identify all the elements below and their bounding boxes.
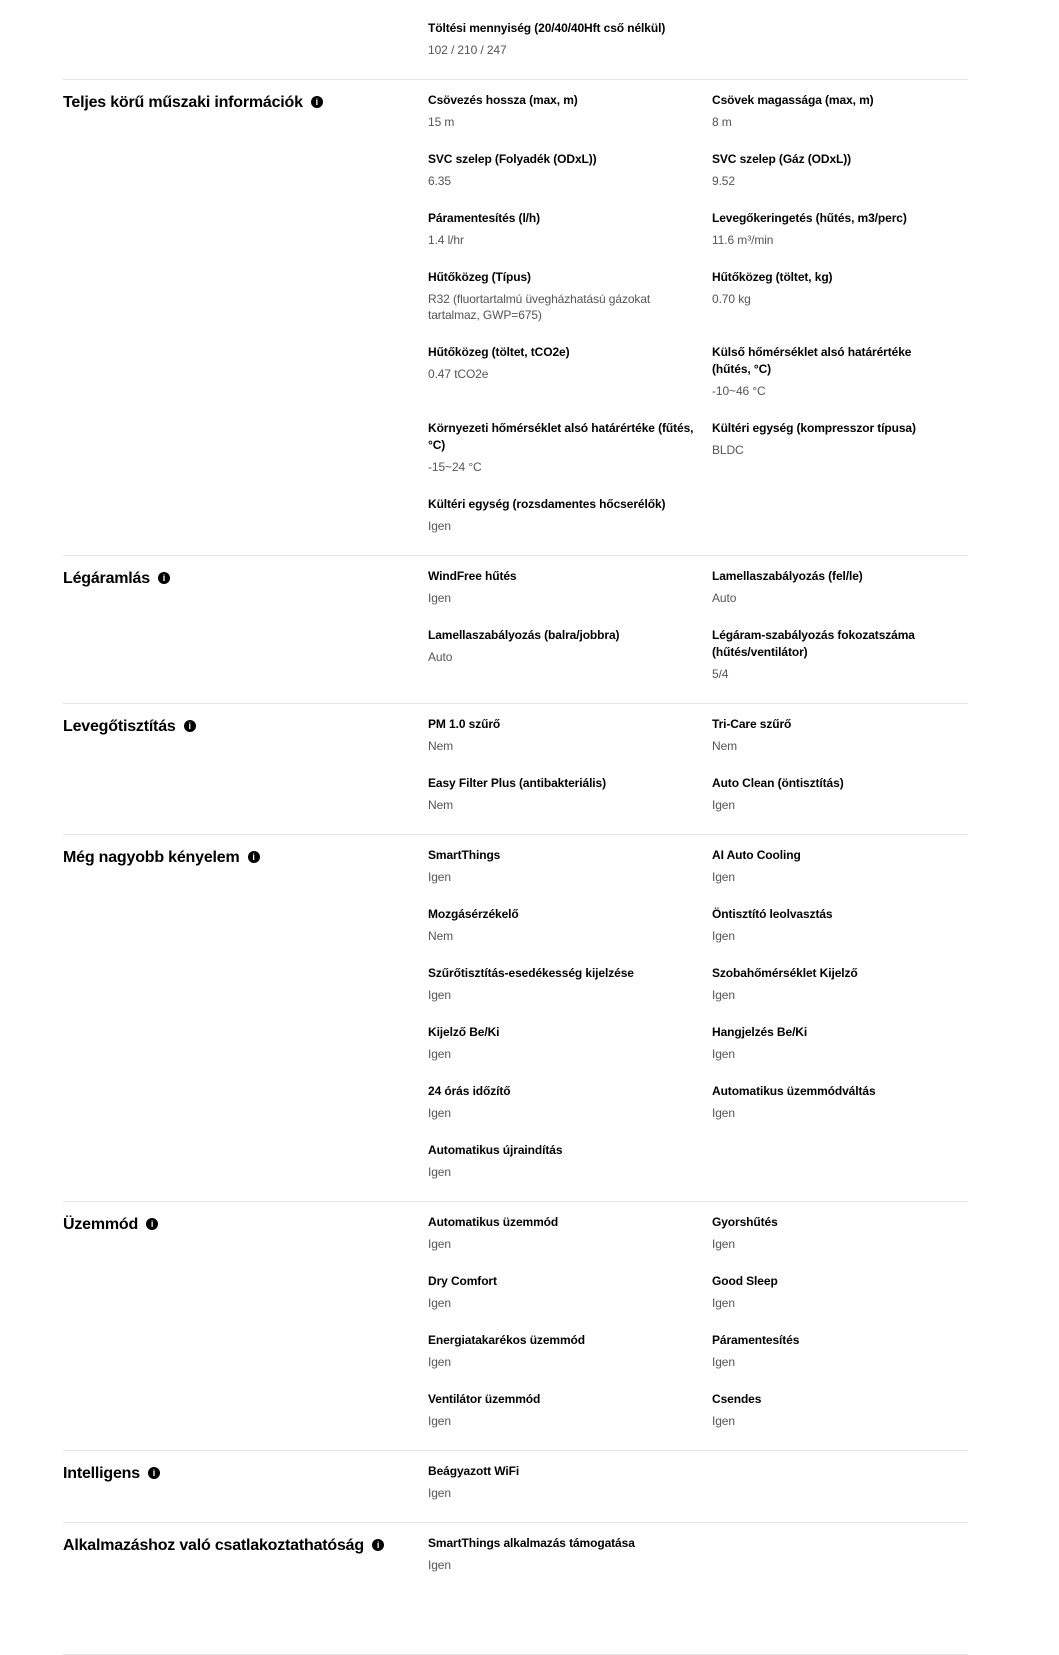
spec-item-label: Környezeti hőmérséklet alsó határértéke (fűtés, °C) bbox=[428, 421, 694, 452]
spec-item-label: Kültéri egység (kompresszor típusa) bbox=[712, 421, 916, 435]
spec-item-value: Nem bbox=[428, 929, 454, 943]
spec-item-value: 0.47 tCO2e bbox=[428, 367, 489, 381]
spec-item-value: Nem bbox=[428, 798, 454, 812]
spec-item-value: 0.70 kg bbox=[712, 292, 751, 306]
spec-item-value: Igen bbox=[428, 870, 451, 884]
spec-item-value: 15 m bbox=[428, 115, 455, 129]
info-icon[interactable]: i bbox=[148, 1467, 160, 1479]
section-heading-air-purification bbox=[63, 716, 408, 738]
spec-item bbox=[428, 965, 712, 1003]
spec-item-label: Good Sleep bbox=[712, 1274, 778, 1288]
spec-item-value: Igen bbox=[712, 1047, 735, 1061]
spec-item-value: Igen bbox=[712, 870, 735, 884]
section-heading-more-comfort bbox=[63, 847, 408, 869]
spec-item bbox=[712, 627, 968, 682]
spec-item-label: Öntisztító leolvasztás bbox=[712, 907, 833, 921]
spec-item-label: Automatikus újraindítás bbox=[428, 1143, 563, 1157]
spec-item-label: Csendes bbox=[712, 1392, 762, 1406]
spec-item-label: Levegőkeringetés (hűtés, m3/perc) bbox=[712, 211, 907, 225]
spec-section-intelligent bbox=[63, 1451, 968, 1522]
spec-item bbox=[428, 1214, 712, 1252]
spec-item bbox=[428, 496, 712, 534]
spec-item-value: BLDC bbox=[712, 443, 744, 457]
spec-item bbox=[712, 1391, 968, 1429]
spec-item-label: Csövezés hossza (max, m) bbox=[428, 93, 578, 107]
section-title-col bbox=[63, 92, 428, 114]
spec-rows bbox=[428, 20, 968, 79]
spec-item-value: Auto bbox=[712, 591, 737, 605]
spec-rows bbox=[428, 1463, 968, 1522]
spec-item bbox=[712, 151, 968, 189]
spec-item bbox=[428, 847, 712, 885]
spec-item bbox=[712, 847, 968, 885]
spec-item-value: R32 (fluortartalmú üvegházhatású gázokat tartalmaz, GWP=675) bbox=[428, 292, 651, 322]
info-icon[interactable]: i bbox=[146, 1218, 158, 1230]
spec-item bbox=[712, 92, 968, 130]
spec-rows bbox=[428, 1214, 968, 1450]
spec-item bbox=[428, 1083, 712, 1121]
section-heading-text: Teljes körű műszaki információk bbox=[63, 94, 303, 111]
spec-item bbox=[428, 1142, 712, 1180]
spec-item-value: Igen bbox=[428, 1237, 451, 1251]
spec-item-label: Hűtőközeg (töltet, tCO2e) bbox=[428, 345, 570, 359]
spec-item-value: 9.52 bbox=[712, 174, 735, 188]
spec-item bbox=[428, 775, 712, 813]
info-icon[interactable]: i bbox=[158, 572, 170, 584]
spec-item-value: Igen bbox=[428, 988, 451, 1002]
section-heading-mode bbox=[63, 1214, 408, 1236]
spec-item bbox=[428, 20, 712, 58]
spec-item bbox=[428, 906, 712, 944]
section-heading-app-connectivity bbox=[63, 1535, 408, 1557]
spec-item-label: WindFree hűtés bbox=[428, 569, 517, 583]
spec-item-value: -15~24 °C bbox=[428, 460, 482, 474]
spec-rows bbox=[428, 92, 968, 555]
spec-item-value: 6.35 bbox=[428, 174, 451, 188]
spec-item bbox=[428, 627, 712, 665]
spec-item bbox=[712, 1273, 968, 1311]
spec-item-value: Igen bbox=[712, 1355, 735, 1369]
spec-item-label: SmartThings alkalmazás támogatása bbox=[428, 1536, 635, 1550]
spec-item-value: Igen bbox=[428, 1296, 451, 1310]
spec-item-value: Nem bbox=[428, 739, 454, 753]
spec-item bbox=[428, 1463, 712, 1501]
spec-item-value: -10~46 °C bbox=[712, 384, 766, 398]
section-heading-text: Üzemmód bbox=[63, 1216, 139, 1233]
spec-item-label: SmartThings bbox=[428, 848, 501, 862]
spec-item bbox=[712, 210, 968, 248]
spec-item bbox=[712, 775, 968, 813]
spec-item-label: Lamellaszabályozás (balra/jobbra) bbox=[428, 628, 620, 642]
info-icon[interactable]: i bbox=[248, 851, 260, 863]
spec-item-value: Igen bbox=[428, 1558, 451, 1572]
spec-item-label: Lamellaszabályozás (fel/le) bbox=[712, 569, 863, 583]
spec-item-label: Mozgásérzékelő bbox=[428, 907, 519, 921]
spec-rows bbox=[428, 716, 968, 834]
spec-item-value: 5/4 bbox=[712, 667, 729, 681]
spec-rows bbox=[428, 568, 968, 703]
spec-item-label: Easy Filter Plus (antibakteriális) bbox=[428, 776, 607, 790]
bottom-spacer bbox=[63, 1594, 968, 1654]
spec-item-label: Hűtőközeg (Típus) bbox=[428, 270, 531, 284]
spec-section-mode bbox=[63, 1202, 968, 1450]
spec-item-label: Automatikus üzemmód bbox=[428, 1215, 559, 1229]
spec-item bbox=[712, 269, 968, 307]
spec-section-full-technical-info bbox=[63, 80, 968, 555]
spec-item bbox=[712, 344, 968, 399]
spec-item-label: Automatikus üzemmódváltás bbox=[712, 1084, 876, 1098]
spec-item-value: 11.6 m³/min bbox=[712, 233, 774, 247]
spec-item-label: Dry Comfort bbox=[428, 1274, 497, 1288]
section-heading-text: Légáramlás bbox=[63, 570, 150, 587]
spec-item bbox=[428, 1332, 712, 1370]
spec-item-value: Igen bbox=[428, 1047, 451, 1061]
spec-section-airflow bbox=[63, 556, 968, 703]
spec-section-app-connectivity bbox=[63, 1523, 968, 1594]
spec-item-value: Igen bbox=[428, 1106, 451, 1120]
spec-item-value: Auto bbox=[428, 650, 453, 664]
spec-section-air-purification bbox=[63, 704, 968, 834]
spec-item-label: Beágyazott WiFi bbox=[428, 1464, 520, 1478]
spec-item-label: Páramentesítés bbox=[712, 1333, 800, 1347]
section-title-col bbox=[63, 1214, 428, 1236]
spec-item bbox=[428, 151, 712, 189]
spec-item bbox=[712, 1332, 968, 1370]
spec-item-value: Igen bbox=[712, 929, 735, 943]
spec-item bbox=[712, 1083, 968, 1121]
spec-item-value: Igen bbox=[712, 988, 735, 1002]
spec-item bbox=[428, 1273, 712, 1311]
spec-item-value: 8 m bbox=[712, 115, 732, 129]
spec-item-value: Igen bbox=[712, 1296, 735, 1310]
spec-item-label: Hangjelzés Be/Ki bbox=[712, 1025, 808, 1039]
spec-item bbox=[712, 420, 968, 458]
spec-item bbox=[428, 269, 712, 323]
spec-item-label: Gyorshűtés bbox=[712, 1215, 778, 1229]
section-heading-text: Intelligens bbox=[63, 1465, 140, 1482]
spec-item-label: 24 órás időzítő bbox=[428, 1084, 511, 1098]
spec-item-label: AI Auto Cooling bbox=[712, 848, 801, 862]
section-heading-text: Még nagyobb kényelem bbox=[63, 849, 240, 866]
spec-item-label: Kültéri egység (rozsdamentes hőcserélők) bbox=[428, 497, 666, 511]
spec-item bbox=[712, 1214, 968, 1252]
spec-item-label: Szűrőtisztítás-esedékesség kijelzése bbox=[428, 966, 634, 980]
spec-item-label: SVC szelep (Gáz (ODxL)) bbox=[712, 152, 852, 166]
spec-sections bbox=[63, 14, 968, 1655]
spec-section-more-comfort bbox=[63, 835, 968, 1201]
section-heading-text: Alkalmazáshoz való csatlakoztathatóság bbox=[63, 1537, 364, 1554]
spec-item-label: Légáram-szabályozás fokozatszáma (hűtés/ventilátor) bbox=[712, 628, 915, 659]
info-icon[interactable]: i bbox=[372, 1539, 384, 1551]
spec-item-label: Kijelző Be/Ki bbox=[428, 1025, 500, 1039]
spec-item-value: Igen bbox=[712, 1237, 735, 1251]
spec-item-value: Igen bbox=[428, 519, 451, 533]
spec-item bbox=[712, 1024, 968, 1062]
spec-item bbox=[428, 92, 712, 130]
section-heading-airflow bbox=[63, 568, 408, 590]
spec-item-value: Igen bbox=[428, 1486, 451, 1500]
spec-item-label: Páramentesítés (l/h) bbox=[428, 211, 541, 225]
spec-item-label: Töltési mennyiség (20/40/40Hft cső nélkül) bbox=[428, 21, 666, 35]
spec-item-label: PM 1.0 szűrő bbox=[428, 717, 501, 731]
spec-item-label: Külső hőmérséklet alsó határértéke (hűtés, °C) bbox=[712, 345, 912, 376]
spec-item bbox=[428, 420, 712, 475]
spec-item bbox=[428, 210, 712, 248]
section-title-col bbox=[63, 847, 428, 869]
spec-item bbox=[428, 1391, 712, 1429]
spec-item-value: 102 / 210 / 247 bbox=[428, 43, 507, 57]
spec-item-label: Csövek magassága (max, m) bbox=[712, 93, 874, 107]
spec-item-label: SVC szelep (Folyadék (ODxL)) bbox=[428, 152, 597, 166]
spec-item-label: Tri-Care szűrő bbox=[712, 717, 792, 731]
info-icon[interactable]: i bbox=[184, 720, 196, 732]
spec-item bbox=[712, 716, 968, 754]
spec-rows bbox=[428, 1535, 968, 1594]
spec-item bbox=[712, 906, 968, 944]
spec-item-value: Igen bbox=[428, 591, 451, 605]
info-icon[interactable]: i bbox=[311, 96, 323, 108]
spec-item-label: Hűtőközeg (töltet, kg) bbox=[712, 270, 833, 284]
section-heading-full-technical-info bbox=[63, 92, 408, 114]
spec-section-charge-amount bbox=[63, 14, 968, 79]
spec-item-value: Igen bbox=[428, 1165, 451, 1179]
spec-item-label: Auto Clean (öntisztítás) bbox=[712, 776, 844, 790]
section-title-col bbox=[63, 1463, 428, 1485]
spec-rows bbox=[428, 847, 968, 1201]
section-heading-text: Levegőtisztítás bbox=[63, 718, 176, 735]
spec-item-label: Energiatakarékos üzemmód bbox=[428, 1333, 585, 1347]
spec-item bbox=[428, 716, 712, 754]
spec-item bbox=[428, 344, 712, 382]
spec-item-label: Szobahőmérséklet Kijelző bbox=[712, 966, 858, 980]
section-title-col bbox=[63, 716, 428, 738]
spec-item-value: Igen bbox=[712, 1414, 735, 1428]
section-title-col bbox=[63, 1535, 428, 1557]
spec-item bbox=[712, 965, 968, 1003]
spec-item bbox=[428, 568, 712, 606]
spec-item-value: Igen bbox=[428, 1414, 451, 1428]
spec-item-value: Nem bbox=[712, 739, 738, 753]
spec-item-label: Ventilátor üzemmód bbox=[428, 1392, 541, 1406]
spec-item-value: 1.4 l/hr bbox=[428, 233, 464, 247]
spec-item bbox=[428, 1024, 712, 1062]
spec-item-value: Igen bbox=[428, 1355, 451, 1369]
spec-item-value: Igen bbox=[712, 1106, 735, 1120]
spec-item-value: Igen bbox=[712, 798, 735, 812]
spec-item bbox=[428, 1535, 712, 1573]
section-heading-intelligent bbox=[63, 1463, 408, 1485]
section-title-col bbox=[63, 568, 428, 590]
spec-item bbox=[712, 568, 968, 606]
